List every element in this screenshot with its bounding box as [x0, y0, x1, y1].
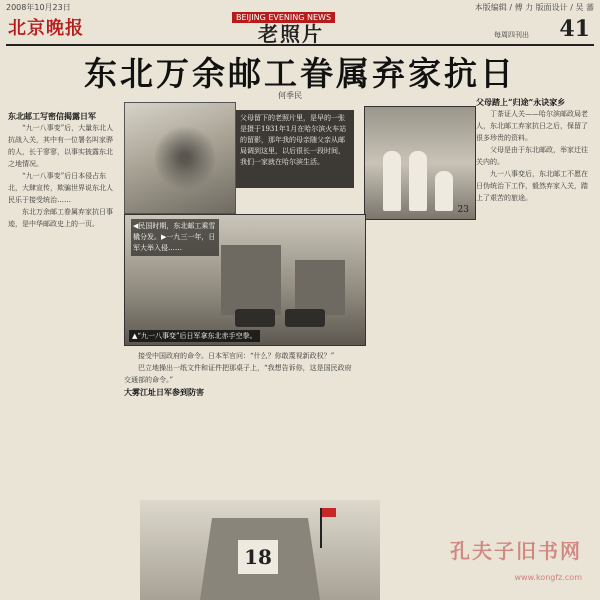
weekly-note: 每周四刊出: [494, 31, 529, 39]
middle-paragraph: 接受中国政府的命令。日本军官问：“什么？你敢蔑视新政权？”: [138, 352, 335, 360]
article-byline: 何季民: [278, 91, 302, 100]
building-shape: [295, 260, 345, 315]
snow-sled-photo: [124, 102, 236, 214]
sidebar-paragraph: 丁茶证人关——哈尔滨邮政局老人，东北邮工弃家抗日之后，保留了很多珍贵的资料。: [476, 110, 588, 142]
editor-credit: 本版编辑 / 傅 力 版面设计 / 吴 蕃: [474, 3, 594, 12]
photo-caption-box: 父母留下的老照片里，是早的一张是摄于1931年1月在哈尔滨火车站的留影，那年我的母亲随父亲从邮局调到这里，以后很长一段时间，我们一家就在哈尔滨生活。: [236, 110, 354, 188]
child-figure: [435, 171, 453, 211]
flag-icon: [320, 508, 322, 548]
person-figure: [409, 151, 427, 211]
monument-photo: [140, 500, 380, 600]
right-sidebar-column: [476, 96, 594, 596]
left-subhead: 东北邮工写密信揭露日军: [8, 111, 96, 121]
left-article-column: [8, 110, 118, 598]
left-paragraph: 东北万余邮工眷属弃家抗日事迹，是中华邮政史上的一页。: [8, 208, 113, 228]
sidebar-subhead: 父母踏上“归途”永诀家乡: [476, 97, 566, 107]
masthead: [6, 10, 594, 46]
street-photo-caption: ◀民国时期，东北邮工乘雪橇分发。▶一九三一年，日军大举入侵……: [131, 219, 219, 256]
truck-shape: [235, 309, 275, 327]
article-headline: 东北万余邮工眷属弃家抗日: [84, 54, 516, 93]
truck-shape: [285, 309, 325, 327]
middle-subhead: 大雾江址日军参到防害: [124, 387, 204, 397]
sidebar-paragraph: 父母是由于东北邮政，举家迁往关内的。: [476, 146, 588, 166]
building-shape: [221, 245, 281, 315]
left-paragraph: “九一八事变”后，大量东北人抗战入关，其中有一位署名叫家骅的人，长于寥寥，以事实披露东北之地情况。: [8, 124, 114, 168]
monument-plaque: 18: [238, 540, 278, 574]
person-figure: [383, 151, 401, 211]
watermark: 孔夫子旧书网: [450, 539, 582, 563]
tree-image: [155, 123, 215, 193]
watermark-url: www.kongfz.com: [514, 573, 582, 582]
page-number: 41: [559, 16, 590, 42]
left-paragraph: “九一八事变”后日本侵占东北，大肆宣传，欺骗世界说东北人民乐于接受统治……: [8, 172, 113, 204]
street-photo-bottom-caption: ▲“九一八事变”后日军拿东北赤手空拳。: [129, 330, 260, 342]
section-title: 老照片: [258, 22, 324, 46]
middle-article-column: [124, 350, 354, 498]
middle-paragraph: 巴立地操出一纸文件和证件把那桌子上，“我想告诉你，这是国民政府交通部的命令。”: [124, 364, 352, 384]
family-photo: [364, 106, 476, 220]
street-truck-photo: [124, 214, 366, 346]
paper-english-name: BEIJING EVENING NEWS: [232, 12, 335, 23]
issue-date: 2008年10月23日: [6, 3, 71, 12]
photo-number: 23: [457, 205, 469, 215]
sidebar-paragraph: 九一八事变后，东北邮工不愿在日伪统治下工作，毅然弃家入关，踏上了艰苦的旅途。: [476, 170, 588, 202]
newspaper-logo: 北京晚报: [8, 18, 84, 39]
